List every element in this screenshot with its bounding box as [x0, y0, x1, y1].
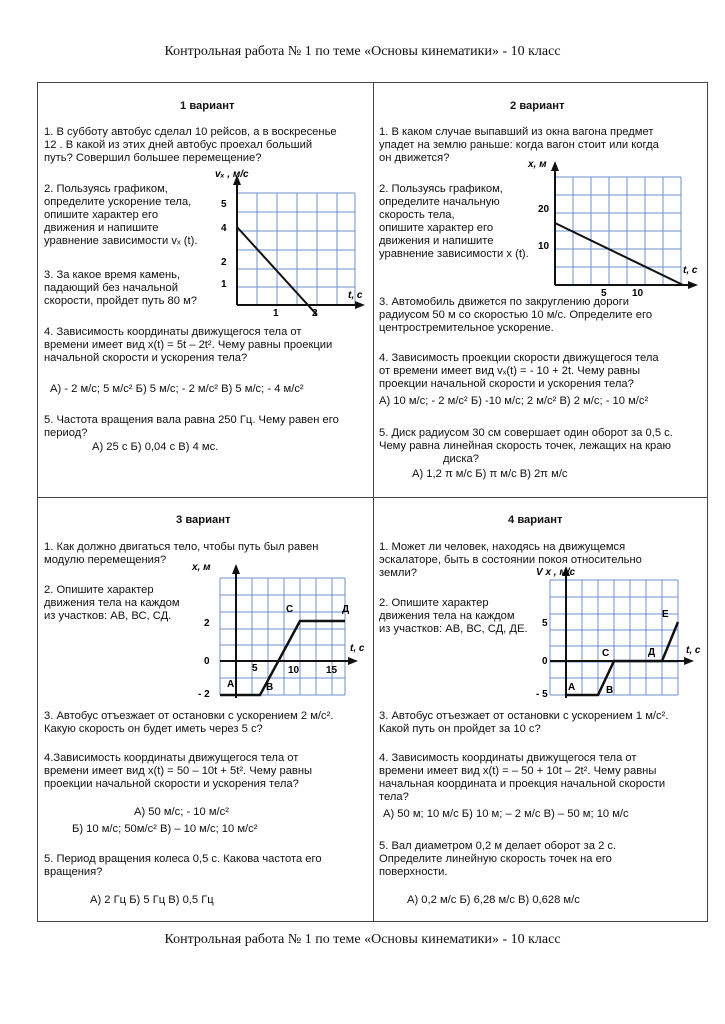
v4-ylabel: V x , м/с — [536, 567, 576, 578]
v4-ytick: - 5 — [536, 689, 548, 700]
v1-xtick: 1 — [273, 308, 279, 319]
v4-x-arrow-icon — [684, 657, 694, 665]
v2-q4-answers: А) 10 м/с; - 2 м/с² Б) -10 м/с; 2 м/с² В) 2 м/с; - 10 м/с² — [379, 395, 649, 407]
v3-coordinate-graph — [190, 558, 370, 703]
v3-xlabel: t, с — [350, 643, 365, 654]
page-footer: Контрольная работа № 1 по теме «Основы кинематики» - 10 класс — [164, 932, 561, 947]
v2-xtick: 10 — [632, 288, 644, 299]
v3-q4-answers: А) 50 м/с; - 10 м/с² — [134, 806, 229, 818]
v4-point-label: В — [606, 685, 614, 696]
variant-1-title: 1 вариант — [180, 100, 235, 112]
v3-xtick: 10 — [288, 665, 300, 676]
table-divider-vertical — [373, 82, 374, 922]
v1-ytick: 5 — [221, 199, 227, 210]
v1-grid — [237, 193, 355, 305]
table-divider-horizontal — [37, 497, 708, 498]
v3-grid — [220, 578, 345, 695]
v2-x-arrow-icon — [688, 281, 698, 289]
v2-xtick: 5 — [601, 288, 607, 299]
v1-xtick: 2 — [312, 308, 318, 319]
v1-xlabel: t, с — [348, 290, 363, 301]
v2-grid — [555, 177, 681, 285]
v4-point-label: С — [602, 648, 610, 659]
v3-point-label: Д — [342, 604, 350, 615]
variant-3-title: 3 вариант — [176, 514, 231, 526]
v3-ytick: - 2 — [198, 689, 210, 700]
v3-point-label: С — [286, 604, 294, 615]
v2-ylabel: x, м — [528, 159, 547, 170]
v1-ytick: 1 — [221, 279, 227, 290]
v3-x-arrow-icon — [348, 657, 358, 665]
v1-ytick: 2 — [221, 257, 227, 268]
v3-q4-answers: Б) 10 м/с; 50м/с² В) – 10 м/с; 10 м/с² — [72, 823, 258, 835]
v1-velocity-graph — [205, 165, 370, 325]
v2-y-arrow-icon — [551, 161, 559, 171]
v3-xtick: 5 — [252, 663, 258, 674]
v4-q5-answers: А) 0,2 м/с Б) 6,28 м/с В) 0,628 м/с — [407, 894, 580, 906]
v4-point-label: А — [568, 682, 576, 693]
v1-q5-answers: А) 25 с Б) 0,04 с В) 4 мс. — [92, 441, 219, 453]
v1-x-arrow-icon — [355, 301, 365, 309]
v1-q4-answers: А) - 2 м/с; 5 м/с² Б) 5 м/с; - 2 м/с² В) 5 м/с; - 4 м/с² — [50, 383, 304, 395]
v3-y-arrow-icon — [232, 564, 240, 574]
v3-point-label: В — [266, 682, 274, 693]
v2-q5-answers: А) 1,2 π м/с Б) π м/с В) 2π м/с — [412, 468, 568, 480]
v3-ytick: 0 — [204, 656, 210, 667]
v2-coordinate-graph — [520, 155, 705, 310]
v1-ylabel: vₓ , м/с — [215, 169, 249, 180]
v3-ylabel: x, м — [192, 562, 211, 573]
v2-graph-line — [555, 223, 683, 285]
v3-graph-line — [220, 621, 345, 695]
variant-4-title: 4 вариант — [508, 514, 563, 526]
v3-point-label: А — [227, 679, 235, 690]
v4-xlabel: t, с — [686, 645, 701, 656]
v2-ytick: 20 — [538, 204, 550, 215]
v4-point-label: Е — [662, 609, 669, 620]
v3-xtick: 15 — [326, 665, 338, 676]
v4-graph-line — [566, 622, 678, 695]
v4-point-label: Д — [648, 647, 656, 658]
v4-ytick: 0 — [542, 656, 548, 667]
v2-xlabel: t, с — [683, 265, 698, 276]
v4-ytick: 5 — [542, 618, 548, 629]
variant-2-title: 2 вариант — [510, 100, 565, 112]
v3-ytick: 2 — [204, 618, 210, 629]
v4-q4-answers: А) 50 м; 10 м/с Б) 10 м; – 2 м/с В) – 50 м; 10 м/с — [383, 808, 629, 820]
v4-grid — [550, 580, 678, 695]
v2-ytick: 10 — [538, 241, 550, 252]
v4-velocity-graph — [528, 560, 708, 703]
v3-q5-answers: А) 2 Гц Б) 5 Гц В) 0,5 Гц — [90, 894, 214, 906]
v1-ytick: 4 — [221, 223, 227, 234]
page-header: Контрольная работа № 1 по теме «Основы кинематики» - 10 класс — [164, 44, 561, 59]
